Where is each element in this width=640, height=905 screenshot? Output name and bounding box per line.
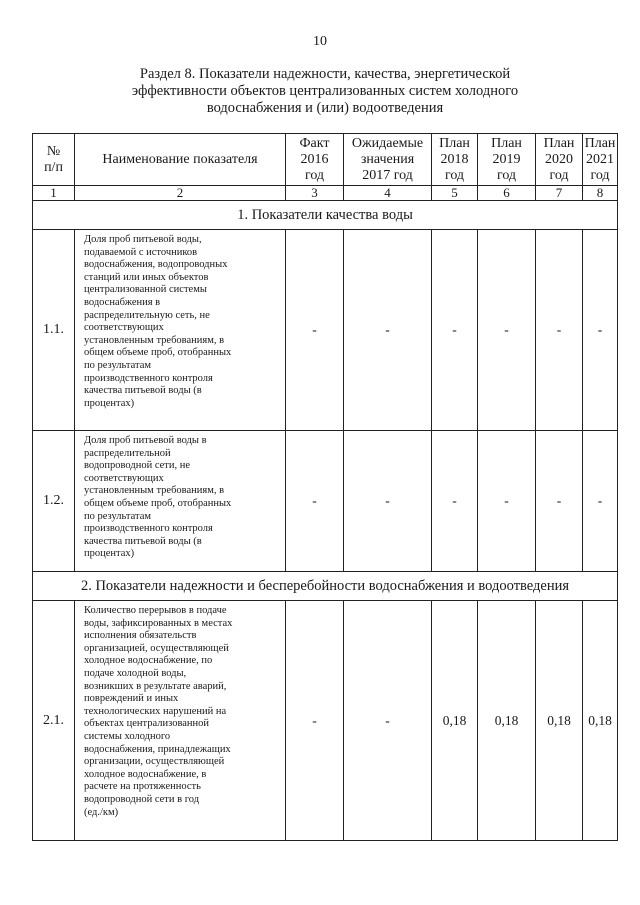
column-number: 7 xyxy=(536,186,583,201)
column-number: 2 xyxy=(75,186,286,201)
table-row xyxy=(33,230,618,431)
header-fact-2016: Факт 2016 год xyxy=(286,134,344,186)
column-numbers-row xyxy=(33,186,618,201)
value-plan-2021: 0,18 xyxy=(583,601,618,841)
header-name: Наименование показателя xyxy=(75,134,286,186)
indicator-description: Количество перерывов в подаче воды, зафиксированных в местах исполнения обязательств организацией, осуществляющей холодное водоснабжение, по подаче холодной воды, возникших в результате аварий, повреждений и иных технологических нарушений на объектах централизованной системы холодного водоснабжения, принадлежащих организации, осуществляющей холодное водоснабжение, в расчете на протяженность водопроводной сети в год (ед./км) xyxy=(75,601,286,841)
value-expected-2017: - xyxy=(344,230,432,431)
value-plan-2018: - xyxy=(432,431,478,572)
header-num: № п/п xyxy=(33,134,75,186)
value-plan-2021: - xyxy=(583,431,618,572)
table-row xyxy=(33,431,618,572)
indicator-description: Доля проб питьевой воды в распределительной водопроводной сети, не соответствующих установленным требованиям, в общем объеме проб, отобранных по результатам производственного контроля качества питьевой воды (в процентах) xyxy=(75,431,286,572)
header-row xyxy=(33,134,618,186)
value-expected-2017: - xyxy=(344,431,432,572)
section-title-cell: 2. Показатели надежности и бесперебойности водоснабжения и водоотведения xyxy=(33,572,618,601)
column-number: 4 xyxy=(344,186,432,201)
section-title-cell: 1. Показатели качества воды xyxy=(33,201,618,230)
value-plan-2019: 0,18 xyxy=(478,601,536,841)
indicator-description: Доля проб питьевой воды, подаваемой с источников водоснабжения, водопроводных станций или иных объектов централизованной системы водоснабжения в распределительную сеть, не соответствующих установленным требованиям, в общем объеме проб, отобранных по результатам производственного контроля качества питьевой воды (в процентах) xyxy=(75,230,286,431)
page-number: 10 xyxy=(313,34,327,49)
title-line-2: эффективности объектов централизованных систем холодного xyxy=(131,83,519,99)
column-number: 6 xyxy=(478,186,536,201)
value-fact-2016: - xyxy=(286,601,344,841)
title-line-3: водоснабжения и (или) водоотведения xyxy=(206,100,444,116)
section-title xyxy=(60,66,590,117)
indicators-table xyxy=(32,133,618,841)
header-expected-2017: Ожидаемые значения 2017 год xyxy=(344,134,432,186)
column-number: 1 xyxy=(33,186,75,201)
value-plan-2020: - xyxy=(536,431,583,572)
value-plan-2020: - xyxy=(536,230,583,431)
column-number: 8 xyxy=(583,186,618,201)
value-plan-2019: - xyxy=(478,230,536,431)
value-fact-2016: - xyxy=(286,230,344,431)
section-header-row xyxy=(33,201,618,230)
header-plan-2020: План 2020 год xyxy=(536,134,583,186)
value-plan-2018: - xyxy=(432,230,478,431)
header-plan-2021: План 2021 год xyxy=(583,134,618,186)
value-fact-2016: - xyxy=(286,431,344,572)
column-number: 3 xyxy=(286,186,344,201)
column-number: 5 xyxy=(432,186,478,201)
row-number: 1.2. xyxy=(33,431,75,572)
row-number: 1.1. xyxy=(33,230,75,431)
header-plan-2018: План 2018 год xyxy=(432,134,478,186)
value-expected-2017: - xyxy=(344,601,432,841)
section-header-row xyxy=(33,572,618,601)
table-row xyxy=(33,601,618,841)
row-number: 2.1. xyxy=(33,601,75,841)
title-line-1: Раздел 8. Показатели надежности, качества, энергетической xyxy=(139,66,511,82)
value-plan-2018: 0,18 xyxy=(432,601,478,841)
value-plan-2021: - xyxy=(583,230,618,431)
header-plan-2019: План 2019 год xyxy=(478,134,536,186)
value-plan-2019: - xyxy=(478,431,536,572)
value-plan-2020: 0,18 xyxy=(536,601,583,841)
